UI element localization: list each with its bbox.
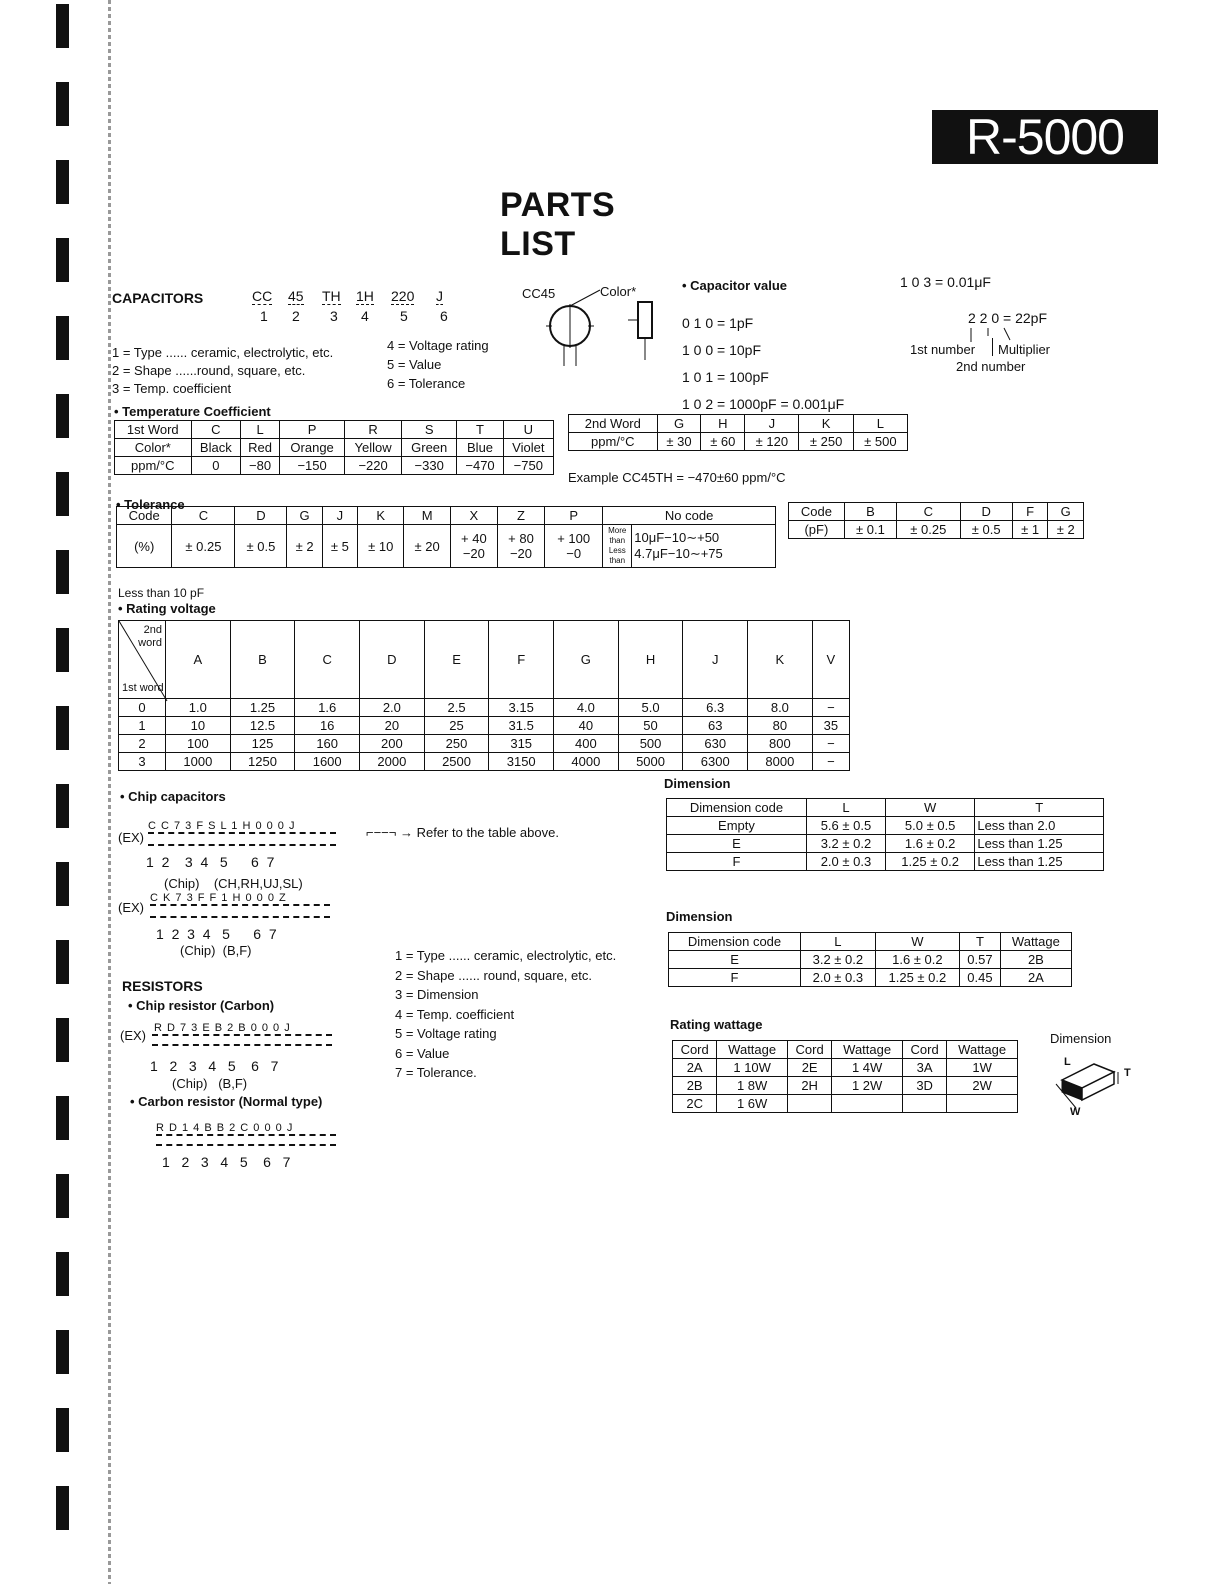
- carbon-resistor-code: R D 1 4 B B 2 C 0 0 0 J: [156, 1122, 294, 1134]
- binding-mark: [56, 472, 69, 516]
- rating-wattage-table: Cord Wattage Cord Wattage Cord Wattage 2A 1 10W 2E 1 4W 3A 1W 2B 1 8W 2H 1 2W 3D 2W 2C 1 6W: [672, 1040, 1018, 1113]
- dimension1-heading: Dimension: [664, 776, 731, 791]
- tolerance-table: Code C D G J K M X Z P No code (%) ± 0.25 ± 0.5 ± 2 ± 5 ± 10 ± 20 + 40 −20 + 80 −20 + 100 −0 More than Less than 10μF−10∼+50 4.7μF−10∼+75: [116, 506, 776, 568]
- resistors-heading: RESISTORS: [122, 978, 203, 994]
- chip-resistor-labels: (Chip) (B,F): [172, 1076, 248, 1091]
- carbon-resistor-boxes: [156, 1134, 336, 1146]
- binding-mark: [56, 160, 69, 204]
- cc45-label: CC45: [522, 286, 556, 301]
- binding-mark: [56, 4, 69, 48]
- capacitor-value-220: 2 2 0 = 22pF: [968, 310, 1048, 326]
- binding-spine: [108, 0, 111, 1584]
- binding-mark: [56, 784, 69, 828]
- chip-cap-ex1-label: (EX): [118, 830, 144, 845]
- capacitor-drawing: [540, 296, 670, 376]
- chip-cap-refer: ⌐−−¬ → Refer to the table above.: [366, 825, 559, 840]
- rating-voltage-corner: 2nd word 1st word: [119, 621, 166, 699]
- chip-capacitors-heading: • Chip capacitors: [120, 789, 226, 804]
- temp-coefficient-example: Example CC45TH = −470±60 ppm/°C: [568, 470, 786, 485]
- chip-cap-example2-boxes: [150, 904, 330, 918]
- binding-mark: [56, 1486, 69, 1530]
- chip-legend: 1 = Type ...... ceramic, electrolytic, etc. 2 = Shape ...... round, square, etc. 3 = Dimension 4 = Temp. coefficient 5 = Voltage rating 6 = Value 7 = Tolerance.: [395, 948, 617, 1080]
- binding-mark: [56, 1174, 69, 1218]
- chip-resistor-code: R D 7 3 E B 2 B 0 0 0 J: [154, 1022, 291, 1034]
- dimension1-table: Dimension code L W T Empty 5.6 ± 0.5 5.0 ± 0.5 Less than 2.0 E 3.2 ± 0.2 1.6 ± 0.2 Less than 1.25 F 2.0 ± 0.3 1.25 ± 0.2 Less than 1.25: [666, 798, 1104, 871]
- capacitor-legend-right: 4 = Voltage rating 5 = Value 6 = Tolerance: [387, 338, 489, 391]
- dimension2-table: Dimension code L W T Wattage E 3.2 ± 0.2 1.6 ± 0.2 0.57 2B F 2.0 ± 0.3 1.25 ± 0.2 0.45 2A: [668, 932, 1072, 987]
- color-label: Color*: [600, 284, 637, 299]
- chip-resistor-ex-label: (EX): [120, 1028, 146, 1043]
- chip-cap-example1-labels: (Chip) (CH,RH,UJ,SL): [164, 876, 303, 891]
- binding-mark: [56, 316, 69, 360]
- capacitor-value-103: 1 0 3 = 0.01μF: [900, 274, 991, 290]
- chip-cap-example2-labels: (Chip) (B,F): [180, 943, 252, 958]
- dimension2-heading: Dimension: [666, 909, 733, 924]
- capacitor-value-lines: 0 1 0 = 1pF 1 0 0 = 10pF 1 0 1 = 100pF 1 0 2 = 1000pF = 0.001μF: [682, 315, 845, 412]
- rating-voltage-table: 2nd word 1st word A B C D E F G H J K V 0 1.0 1.25 1.6 2.0 2.5 3.15 4.0 5.0 6.3 8.0 − 1 10 12.5 16 20 25 31.5 40 50 63 80 35 2 100 125 160 200 250 315 400 500 630 800 − 3 1000 1250 1600 2000 2500 3150 4000 5000 6300 8000 −: [118, 620, 850, 771]
- binding-mark: [56, 1096, 69, 1140]
- temp-coefficient-heading: • Temperature Coefficient: [114, 404, 271, 419]
- binding-mark: [56, 1252, 69, 1296]
- multiplier-label: Multiplier: [998, 342, 1051, 357]
- binding-mark: [56, 628, 69, 672]
- chip-cap-example1-nums: 1 2 3 4 5 6 7: [146, 854, 275, 870]
- binding-mark: [56, 238, 69, 282]
- binding-mark: [56, 940, 69, 984]
- chip-cap-ex2-label: (EX): [118, 900, 144, 915]
- chip-cap-example2-code: C K 7 3 F F 1 H 0 0 0 Z: [150, 892, 287, 904]
- second-number-label: 2nd number: [956, 359, 1026, 374]
- capacitor-legend-left: 1 = Type ...... ceramic, electrolytic, etc. 2 = Shape ......round, square, etc. 3 = Temp. coefficient: [112, 345, 334, 396]
- dim-l-label: L: [1064, 1056, 1071, 1068]
- binding-mark: [56, 1330, 69, 1374]
- binding-mark: [56, 862, 69, 906]
- dimension-drawing-label: Dimension: [1050, 1031, 1112, 1046]
- tolerance-note: Less than 10 pF: [118, 586, 205, 600]
- carbon-resistor-nums: 1 2 3 4 5 6 7: [162, 1154, 291, 1170]
- tolerance-pf-table: Code B C D F G (pF) ± 0.1 ± 0.25 ± 0.5 ± 1 ± 2: [788, 502, 1084, 539]
- capacitor-value-heading: • Capacitor value: [682, 278, 787, 293]
- chip-cap-example2-nums: 1 2 3 4 5 6 7: [156, 926, 277, 942]
- temp-coefficient-table: 1st Word C L P R S T U Color* Black Red Orange Yellow Green Blue Violet ppm/°C 0 −80 −150 −220 −330 −470 −750: [114, 420, 554, 475]
- binding-mark: [56, 82, 69, 126]
- dim-w-label: W: [1070, 1106, 1081, 1118]
- divider: [992, 338, 993, 356]
- binding-mark: [56, 394, 69, 438]
- rating-wattage-heading: Rating wattage: [670, 1017, 763, 1032]
- chip-cap-example1-code: C C 7 3 F S L 1 H 0 0 0 J: [148, 820, 296, 832]
- chip-resistor-boxes: [152, 1034, 332, 1046]
- tolerance-heading: • Tolerance: [116, 497, 185, 512]
- model-badge: R-5000: [932, 110, 1158, 164]
- carbon-resistor-heading: • Carbon resistor (Normal type): [130, 1094, 323, 1109]
- rating-voltage-heading: • Rating voltage: [118, 601, 216, 616]
- chip-resistor-nums: 1 2 3 4 5 6 7: [150, 1058, 279, 1074]
- first-number-label: 1st number: [910, 342, 976, 357]
- capacitors-heading: CAPACITORS: [112, 290, 204, 306]
- chip-resistor-heading: • Chip resistor (Carbon): [128, 998, 275, 1013]
- binding-mark: [56, 1408, 69, 1452]
- binding-mark: [56, 550, 69, 594]
- binding-mark: [56, 1018, 69, 1062]
- temp-coefficient-2nd-table: 2nd Word G H J K L ppm/°C ± 30 ± 60 ± 120 ± 250 ± 500: [568, 414, 908, 451]
- chip-cap-example1-boxes: [148, 832, 336, 846]
- binding-mark: [56, 706, 69, 750]
- dim-t-label: T: [1124, 1067, 1131, 1079]
- page-title: PARTS LIST: [500, 186, 616, 263]
